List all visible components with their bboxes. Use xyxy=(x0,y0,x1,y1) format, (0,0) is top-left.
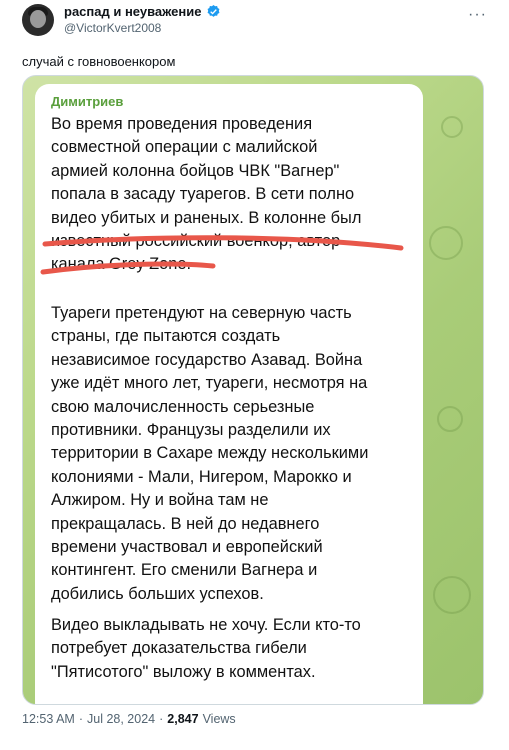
meta-separator: · xyxy=(159,712,164,726)
message-paragraph: Туареги претендуют на северную часть страны, где пытаются создать независимое государство Азавад. Война уже идёт много лет, туареги, несмотря на свою малочисленность серьезные противники. Французы разделили их территории в Сахаре между несколькими колониями - Мали, Нигером, Марокко и Алжиром. Ну и война там не прекращалась. В ней до недавнего времени участвовал и европейский контингент. Его сменили Вагнера и добились больших успехов. xyxy=(51,304,369,603)
views-count: 2,847 xyxy=(167,712,199,726)
author-name-row[interactable] xyxy=(64,4,221,19)
avatar-face xyxy=(30,10,46,28)
wallpaper-doodle xyxy=(441,116,463,138)
tweet-header xyxy=(0,0,509,44)
wallpaper-doodle xyxy=(437,406,463,432)
avatar[interactable] xyxy=(22,4,54,36)
post-date[interactable]: Jul 28, 2024 xyxy=(87,712,156,726)
views-label: Views xyxy=(202,712,236,726)
post-time[interactable]: 12:53 AM xyxy=(22,712,75,726)
wallpaper-doodle xyxy=(433,576,471,614)
telegram-message-bubble xyxy=(35,84,423,705)
message-paragraph: Видео выкладывать не хочу. Если кто-то потребует доказательства гибели "Пятисотого" выложу в комментах. xyxy=(51,616,361,681)
tweet-metadata xyxy=(22,712,236,726)
more-options-icon[interactable]: ··· xyxy=(468,6,487,23)
message-paragraph: Во время проведения проведения совместной операции с малийской армией колонна бойцов ЧВК "Вагнер" попала в засаду туарегов. В сети полно видео убитых и раненых. В колонне был известный российский военкор, автор канала Grey Zone. xyxy=(51,115,362,274)
verified-badge-icon xyxy=(206,4,221,19)
user-handle[interactable]: @VictorKvert2008 xyxy=(64,21,162,35)
wallpaper-doodle xyxy=(429,226,463,260)
tweet-media-image[interactable] xyxy=(22,75,484,705)
message-author: Димитриев xyxy=(51,94,124,109)
display-name[interactable]: распад и неуважение xyxy=(64,4,202,19)
tweet-text: случай с говновоенкором xyxy=(22,54,176,69)
meta-separator: · xyxy=(78,712,83,726)
